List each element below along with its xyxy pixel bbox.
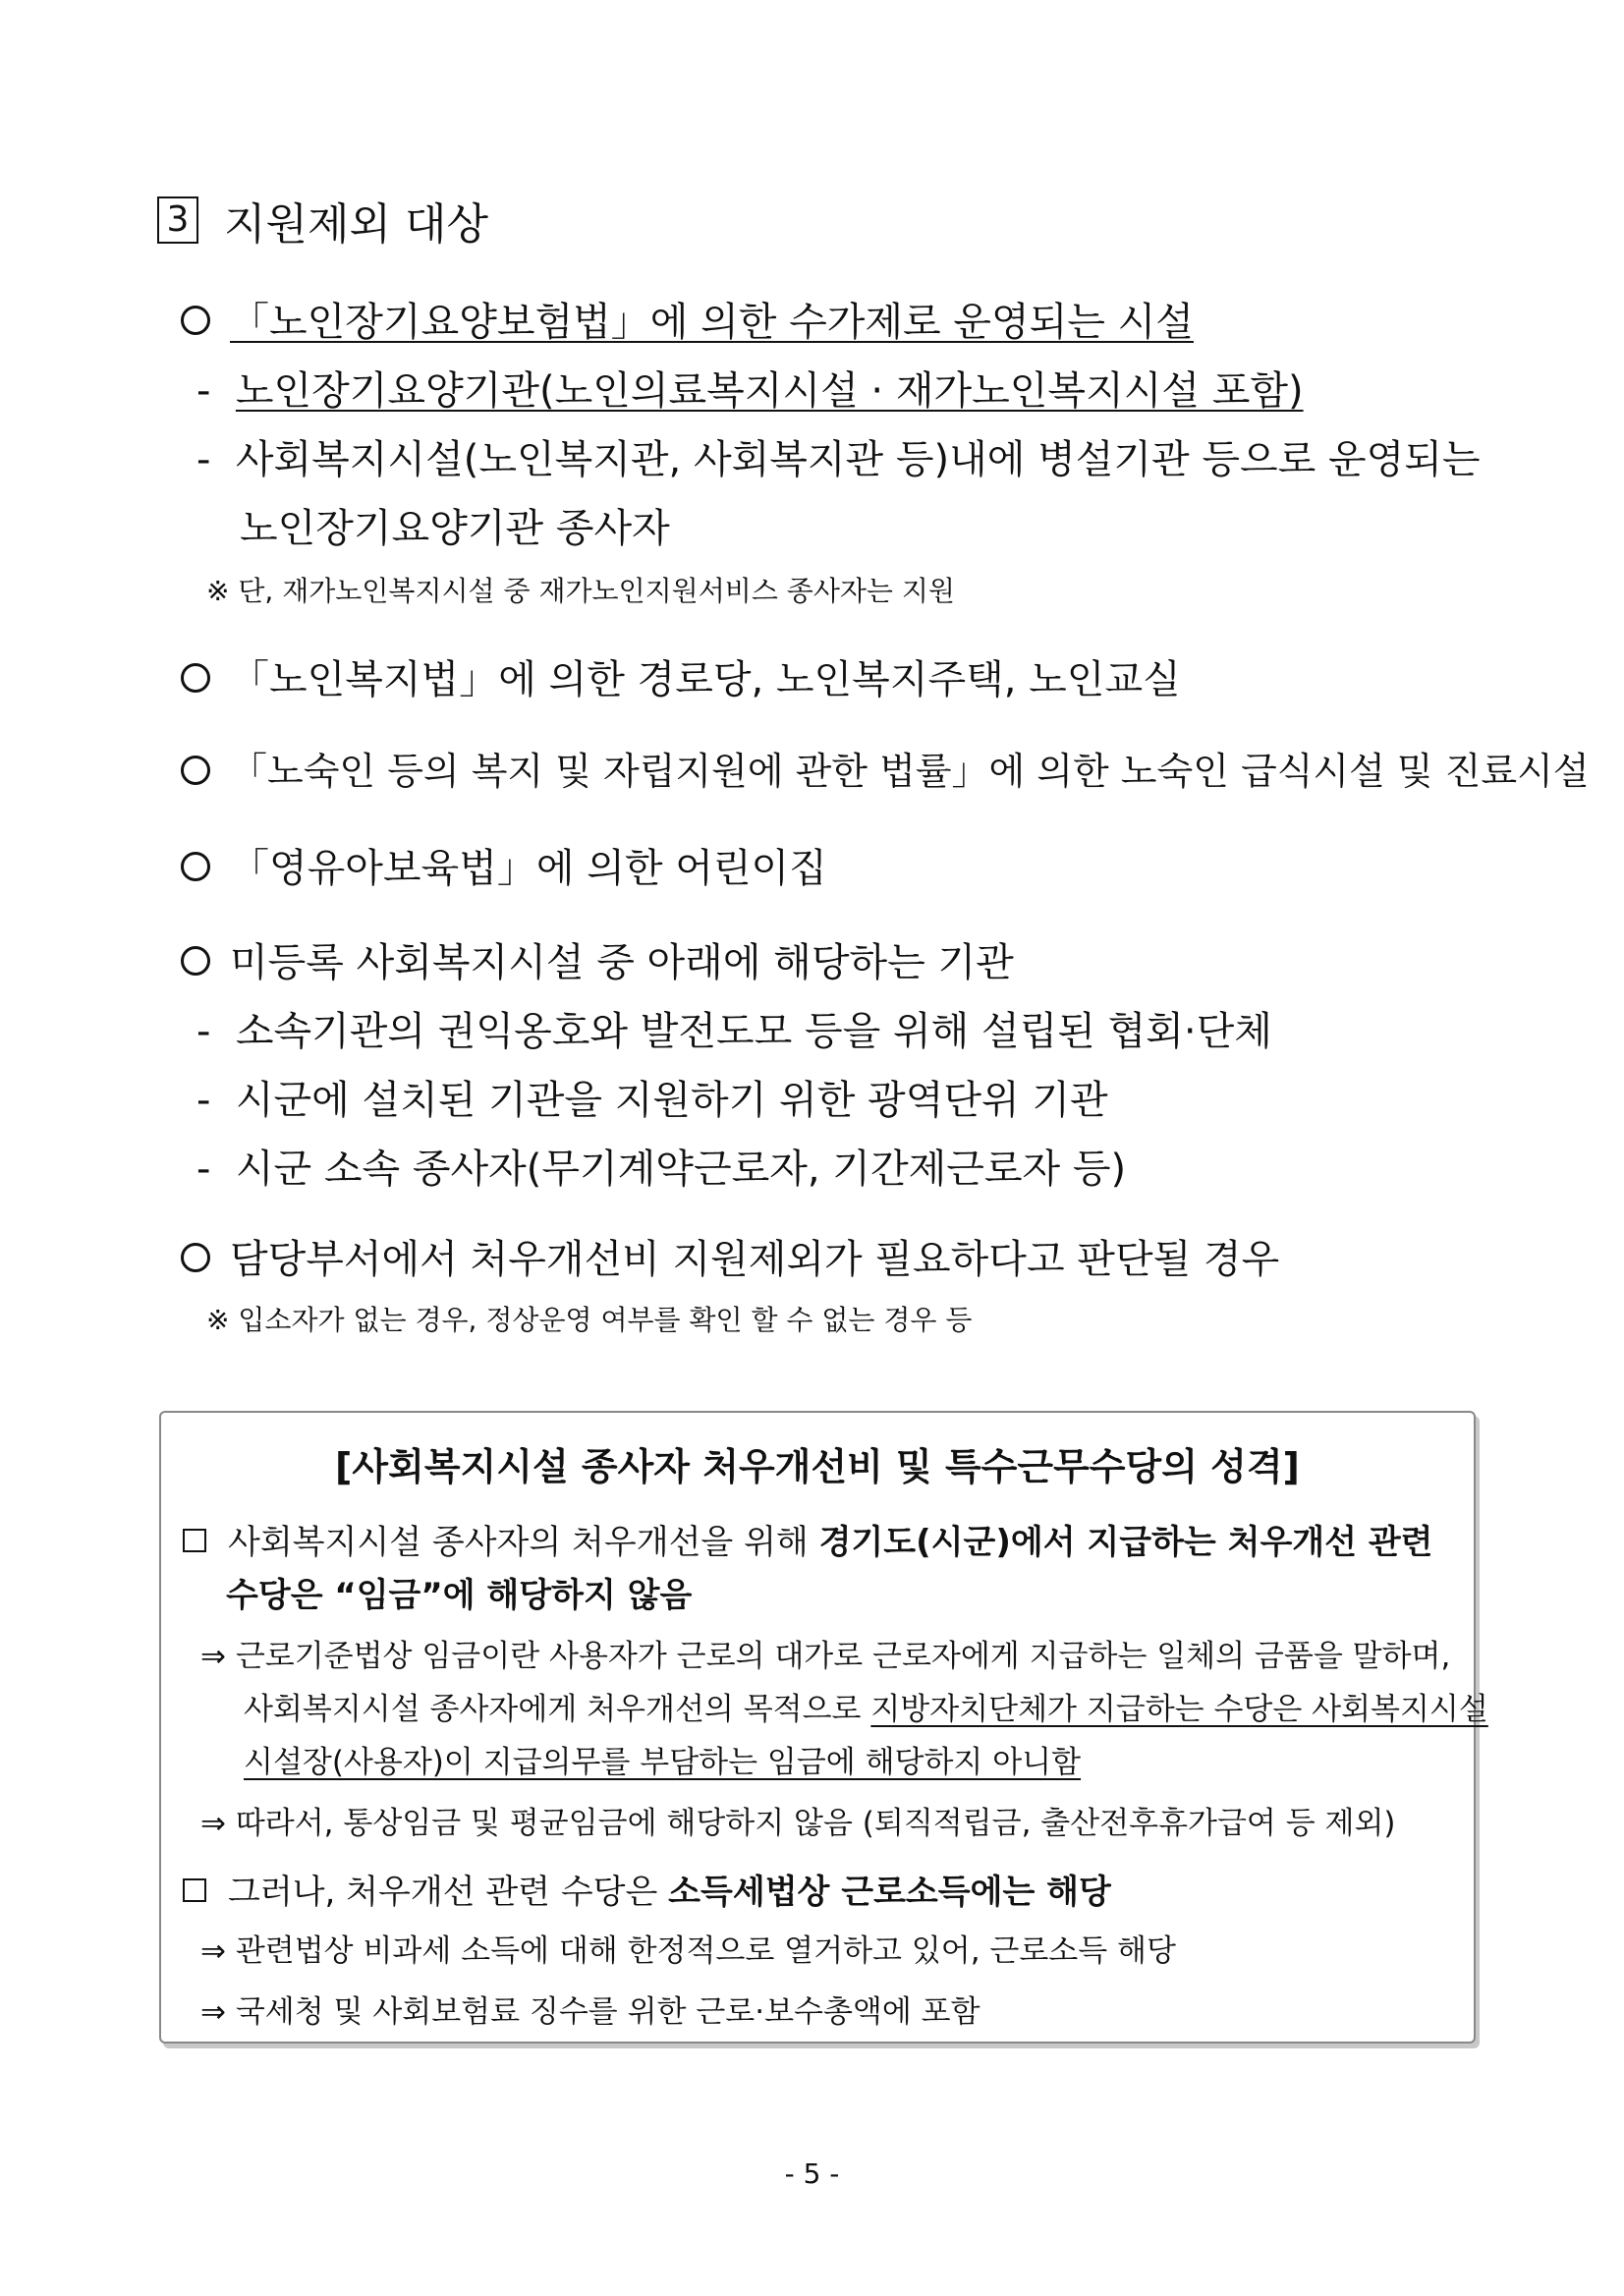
box-point (183, 1865, 1111, 1913)
sub-item (196, 428, 1481, 484)
box-reason: ⇒ 근로기준법상 임금이란 사용자가 근로의 대가로 근로자에게 지급하는 일체의 금품을 말하며, (200, 1639, 1451, 1674)
box-point-continuation: 수당은 “임금”에 해당하지 않음 (226, 1576, 693, 1615)
circle-bullet-icon (181, 306, 210, 335)
sub-item (196, 1069, 1108, 1125)
dash: - (196, 1147, 211, 1192)
page-number: - 5 - (784, 2157, 840, 2190)
box-point-text: 그러나, 처우개선 관련 수당은 (228, 1873, 669, 1912)
list-item (181, 1228, 1279, 1284)
sub-item-text: 시군 소속 종사자(무기계약근로자, 기간제근로자 등) (235, 1147, 1127, 1192)
sub-item (196, 1000, 1272, 1056)
sub-item-text: 소속기관의 권익옹호와 발전도모 등을 위해 설립된 협회·단체 (235, 1009, 1272, 1054)
square-bullet-icon (183, 1878, 206, 1902)
item-text: 담당부서에서 처우개선비 지원제외가 필요하다고 판단될 경우 (230, 1237, 1280, 1282)
circle-bullet-icon (181, 852, 210, 881)
sub-item-text: 사회복지시설(노인복지관, 사회복지관 등)내에 병설기관 등으로 운영되는 (235, 437, 1481, 482)
sub-item (196, 1138, 1126, 1194)
item-text: 「노인장기요양보험법」에 의한 수가제로 운영되는 시설 (230, 300, 1194, 345)
box-reason: ⇒ 따라서, 통상임금 및 평균임금에 해당하지 않음 (퇴직적립금, 출산전후휴가급여 등 제외) (200, 1806, 1396, 1841)
list-item (181, 837, 827, 893)
box-title: [사회복지시설 종사자 처우개선비 및 특수근무수당의 성격] (335, 1445, 1300, 1488)
circle-bullet-icon (181, 663, 210, 693)
item-text: 「영유아보육법」에 의한 어린이집 (230, 846, 827, 891)
section-heading (157, 189, 488, 252)
item-text: 미등록 사회복지시설 중 아래에 해당하는 기관 (230, 940, 1014, 985)
sub-item-continuation: 노인장기요양기관 종사자 (240, 506, 670, 551)
list-item (181, 648, 1181, 704)
square-bullet-icon (183, 1529, 206, 1552)
note: ※ 단, 재가노인복지시설 중 재가노인지원서비스 종사자는 지원 (206, 575, 955, 607)
box-point-bold-text: 소득세법상 근로소득에는 해당 (668, 1873, 1111, 1912)
list-item (181, 291, 1194, 347)
dash: - (196, 1078, 211, 1123)
dash: - (196, 1009, 211, 1054)
sub-item (196, 360, 1304, 416)
dash: - (196, 368, 211, 414)
list-item (181, 931, 1014, 987)
section-title: 지원제외 대상 (224, 199, 489, 250)
circle-bullet-icon (181, 756, 210, 785)
box-point-text: 사회복지시설 종사자의 처우개선을 위해 (228, 1523, 819, 1562)
dash: - (196, 437, 211, 482)
item-text: 「노인복지법」에 의한 경로당, 노인복지주택, 노인교실 (230, 657, 1181, 702)
section-number: 3 (157, 196, 198, 244)
circle-bullet-icon (181, 946, 210, 976)
item-text: 「노숙인 등의 복지 및 자립지원에 관한 법률」에 의한 노숙인 급식시설 및 진료시설 (230, 750, 1590, 793)
list-item (181, 741, 1590, 795)
info-box (159, 1411, 1488, 2044)
box-reason-continuation: 시설장(사용자)이 지급의무를 부담하는 임금에 해당하지 아니함 (244, 1745, 1082, 1780)
reason-underlined-text: 지방자치단체가 지급하는 수당은 사회복지시설 (870, 1692, 1488, 1727)
box-reason: ⇒ 관련법상 비과세 소득에 대해 한정적으로 열거하고 있어, 근로소득 해당 (200, 1933, 1176, 1969)
box-point-bold-text: 경기도(시군)에서 지급하는 처우개선 관련 (818, 1523, 1433, 1562)
circle-bullet-icon (181, 1243, 210, 1272)
box-point (183, 1515, 1433, 1563)
sub-item-text: 시군에 설치된 기관을 지원하기 위한 광역단위 기관 (235, 1078, 1108, 1123)
sub-item-text: 노인장기요양기관(노인의료복지시설 · 재가노인복지시설 포함) (235, 368, 1304, 414)
reason-text: 사회복지시설 종사자에게 처우개선의 목적으로 (244, 1692, 871, 1727)
box-reason-continuation (244, 1684, 1488, 1728)
note: ※ 입소자가 없는 경우, 정상운영 여부를 확인 할 수 없는 경우 등 (206, 1304, 973, 1336)
box-reason: ⇒ 국세청 및 사회보험료 징수를 위한 근로·보수총액에 포함 (200, 1994, 980, 2030)
